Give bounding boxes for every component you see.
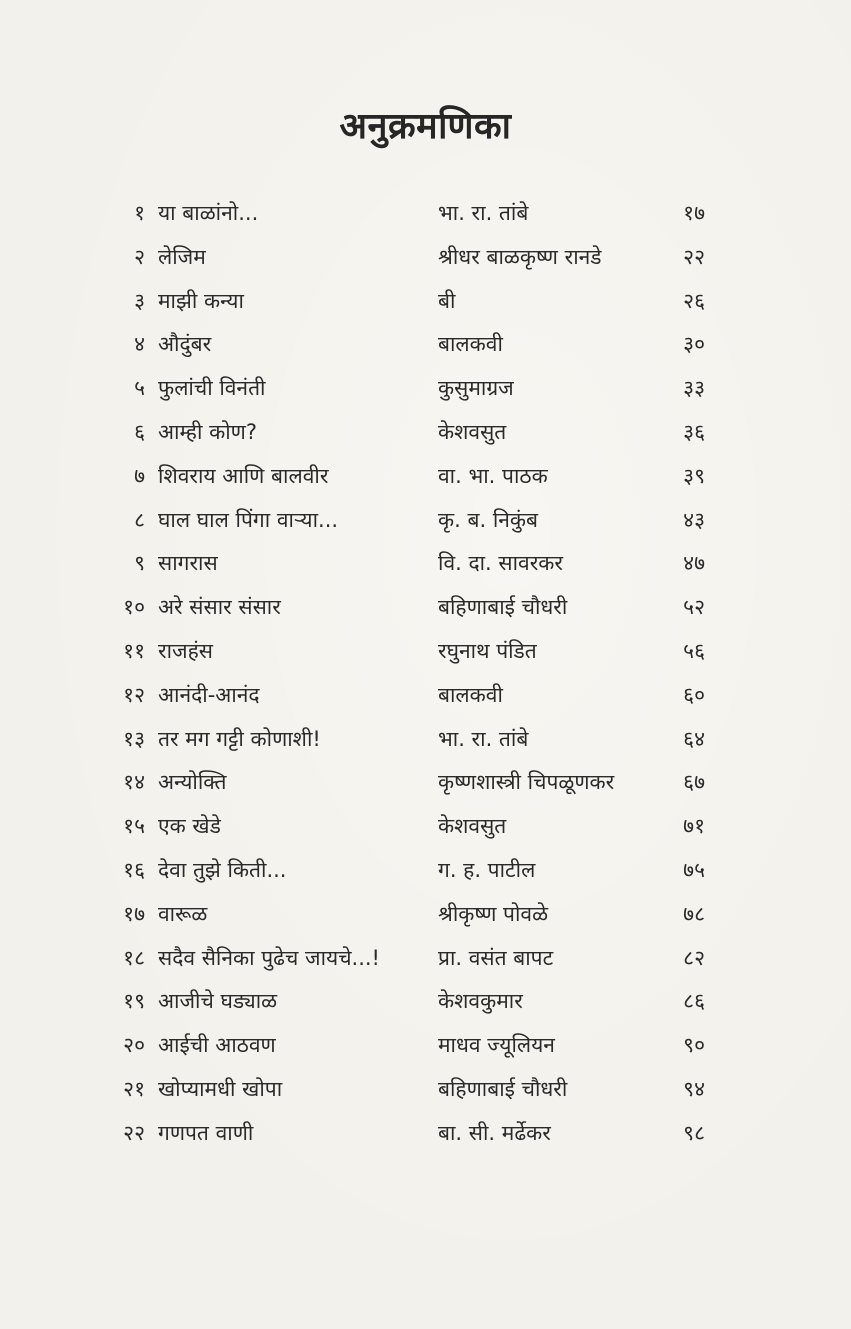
toc-entry-page: ९४ — [683, 1076, 705, 1101]
toc-entry — [0, 236, 851, 280]
table-of-contents — [0, 192, 851, 1156]
toc-entry-title: एक खेडे — [158, 814, 221, 839]
toc-entry-title: या बाळांनो... — [158, 201, 259, 225]
toc-entry-author: कृष्णशास्त्री चिपळूणकर — [438, 770, 615, 795]
toc-entry-title: सदैव सैनिका पुढेच जायचे...! — [158, 945, 380, 970]
toc-entry-author: बालकवी — [438, 332, 503, 357]
toc-entry-page: ८२ — [683, 945, 705, 970]
toc-entry-number: ३ — [134, 288, 145, 313]
toc-entry-number: ५ — [134, 376, 145, 401]
toc-entry-number: १९ — [123, 989, 145, 1014]
toc-entry — [0, 937, 851, 981]
toc-entry-title: तर मग गट्टी कोणाशी! — [158, 726, 321, 751]
toc-entry-number: १ — [134, 201, 145, 225]
toc-entry — [0, 280, 851, 324]
toc-entry-number: १० — [123, 595, 145, 620]
toc-entry-number: ४ — [134, 332, 145, 357]
toc-entry — [0, 586, 851, 630]
toc-entry-title: शिवराय आणि बालवीर — [158, 463, 329, 488]
toc-entry-title: लेजिम — [158, 244, 206, 269]
toc-entry-page: ५२ — [683, 595, 705, 620]
toc-entry — [0, 805, 851, 849]
toc-entry-author: कृ. ब. निकुंब — [438, 507, 539, 532]
toc-entry-author: केशवकुमार — [438, 989, 523, 1014]
toc-entry-author: केशवसुत — [438, 814, 507, 839]
toc-entry — [0, 1112, 851, 1156]
toc-entry-author: ग. ह. पाटील — [438, 857, 536, 882]
toc-entry-page: ७८ — [683, 901, 705, 926]
toc-entry-title: आनंदी-आनंद — [158, 682, 260, 707]
toc-entry-number: १३ — [123, 726, 145, 751]
toc-entry-number: ८ — [134, 507, 145, 532]
toc-entry-number: २ — [134, 244, 145, 269]
toc-entry-page: ७५ — [683, 857, 705, 882]
toc-entry-author: माधव ज्यूलियन — [438, 1033, 555, 1058]
toc-entry-number: १८ — [123, 945, 145, 970]
toc-entry-author: बालकवी — [438, 682, 503, 707]
toc-entry-number: १७ — [123, 901, 145, 926]
toc-entry — [0, 411, 851, 455]
toc-entry-number: २० — [123, 1033, 145, 1058]
toc-entry-page: ३६ — [683, 419, 705, 444]
toc-entry — [0, 630, 851, 674]
toc-entry-title: खोप्यामधी खोपा — [158, 1076, 283, 1101]
toc-entry — [0, 192, 851, 236]
toc-entry — [0, 893, 851, 937]
toc-entry-title: आम्ही कोण? — [158, 419, 257, 444]
toc-entry-author: भा. रा. तांबे — [438, 726, 529, 751]
toc-entry-author: रघुनाथ पंडित — [438, 638, 537, 663]
toc-entry-author: वि. दा. सावरकर — [438, 551, 564, 576]
toc-entry-title: राजहंस — [158, 638, 213, 663]
toc-entry-author: श्रीकृष्ण पोवळे — [438, 901, 549, 926]
toc-entry-number: ९ — [134, 551, 145, 576]
toc-entry-page: २२ — [683, 244, 705, 269]
toc-entry — [0, 323, 851, 367]
toc-entry — [0, 718, 851, 762]
toc-entry-page: ९८ — [683, 1120, 705, 1145]
toc-entry-page: ६४ — [683, 726, 705, 751]
toc-entry — [0, 367, 851, 411]
toc-entry-title: वारूळ — [158, 901, 208, 926]
toc-entry-title: सागरास — [158, 551, 218, 576]
toc-entry-number: ७ — [134, 463, 145, 488]
toc-entry-number: १५ — [123, 814, 145, 839]
toc-entry-page: ६७ — [683, 770, 705, 795]
toc-entry-page: ६० — [683, 682, 705, 707]
toc-entry-title: घाल घाल पिंगा वाऱ्या... — [158, 507, 339, 532]
toc-entry-author: केशवसुत — [438, 419, 507, 444]
toc-entry-number: १२ — [123, 682, 145, 707]
toc-entry-page: ४७ — [683, 551, 705, 576]
toc-entry-title: देवा तुझे किती... — [158, 857, 287, 882]
toc-entry-number: ६ — [134, 419, 145, 444]
toc-entry-number: २२ — [123, 1120, 145, 1145]
toc-entry-page: ३० — [683, 332, 705, 357]
toc-entry — [0, 980, 851, 1024]
toc-entry-title: माझी कन्या — [158, 288, 244, 313]
toc-entry-author: प्रा. वसंत बापट — [438, 945, 554, 970]
toc-entry-page: ३३ — [683, 376, 705, 401]
toc-entry-title: गणपत वाणी — [158, 1120, 254, 1145]
toc-entry-page: १७ — [683, 201, 705, 225]
toc-entry-page: ९० — [683, 1033, 705, 1058]
toc-entry-page: ५६ — [683, 638, 705, 663]
toc-entry — [0, 542, 851, 586]
toc-entry-number: २१ — [123, 1076, 145, 1101]
toc-entry-number: १४ — [123, 770, 145, 795]
toc-entry-page: २६ — [683, 288, 705, 313]
toc-entry-title: अन्योक्ति — [158, 770, 227, 795]
toc-entry-page: ७१ — [683, 814, 705, 839]
toc-entry-author: श्रीधर बाळकृष्ण रानडे — [438, 244, 602, 269]
toc-entry-author: बी — [438, 288, 456, 313]
toc-entry — [0, 455, 851, 499]
toc-entry-page: ८६ — [683, 989, 705, 1014]
toc-entry — [0, 499, 851, 543]
toc-entry — [0, 1024, 851, 1068]
toc-entry-title: आजीचे घड्याळ — [158, 989, 278, 1014]
toc-entry-title: अरे संसार संसार — [158, 595, 281, 620]
toc-entry-title: फुलांची विनंती — [158, 376, 266, 401]
toc-entry-title: आईची आठवण — [158, 1033, 276, 1058]
toc-entry-author: बा. सी. मर्ढेकर — [438, 1120, 551, 1145]
toc-entry — [0, 1068, 851, 1112]
toc-entry-number: ११ — [123, 638, 145, 663]
page-title: अनुक्रमणिका — [339, 106, 512, 147]
toc-entry-author: बहिणाबाई चौधरी — [438, 1076, 568, 1101]
toc-entry-page: ३९ — [683, 463, 705, 488]
toc-entry — [0, 761, 851, 805]
toc-entry-author: वा. भा. पाठक — [438, 463, 548, 488]
toc-entry-author: बहिणाबाई चौधरी — [438, 595, 568, 620]
toc-entry-number: १६ — [123, 857, 145, 882]
toc-entry-title: औदुंबर — [158, 332, 212, 357]
toc-entry-author: कुसुमाग्रज — [438, 376, 514, 401]
toc-entry-page: ४३ — [683, 507, 705, 532]
toc-entry — [0, 674, 851, 718]
toc-entry-author: भा. रा. तांबे — [438, 201, 529, 225]
toc-entry — [0, 849, 851, 893]
